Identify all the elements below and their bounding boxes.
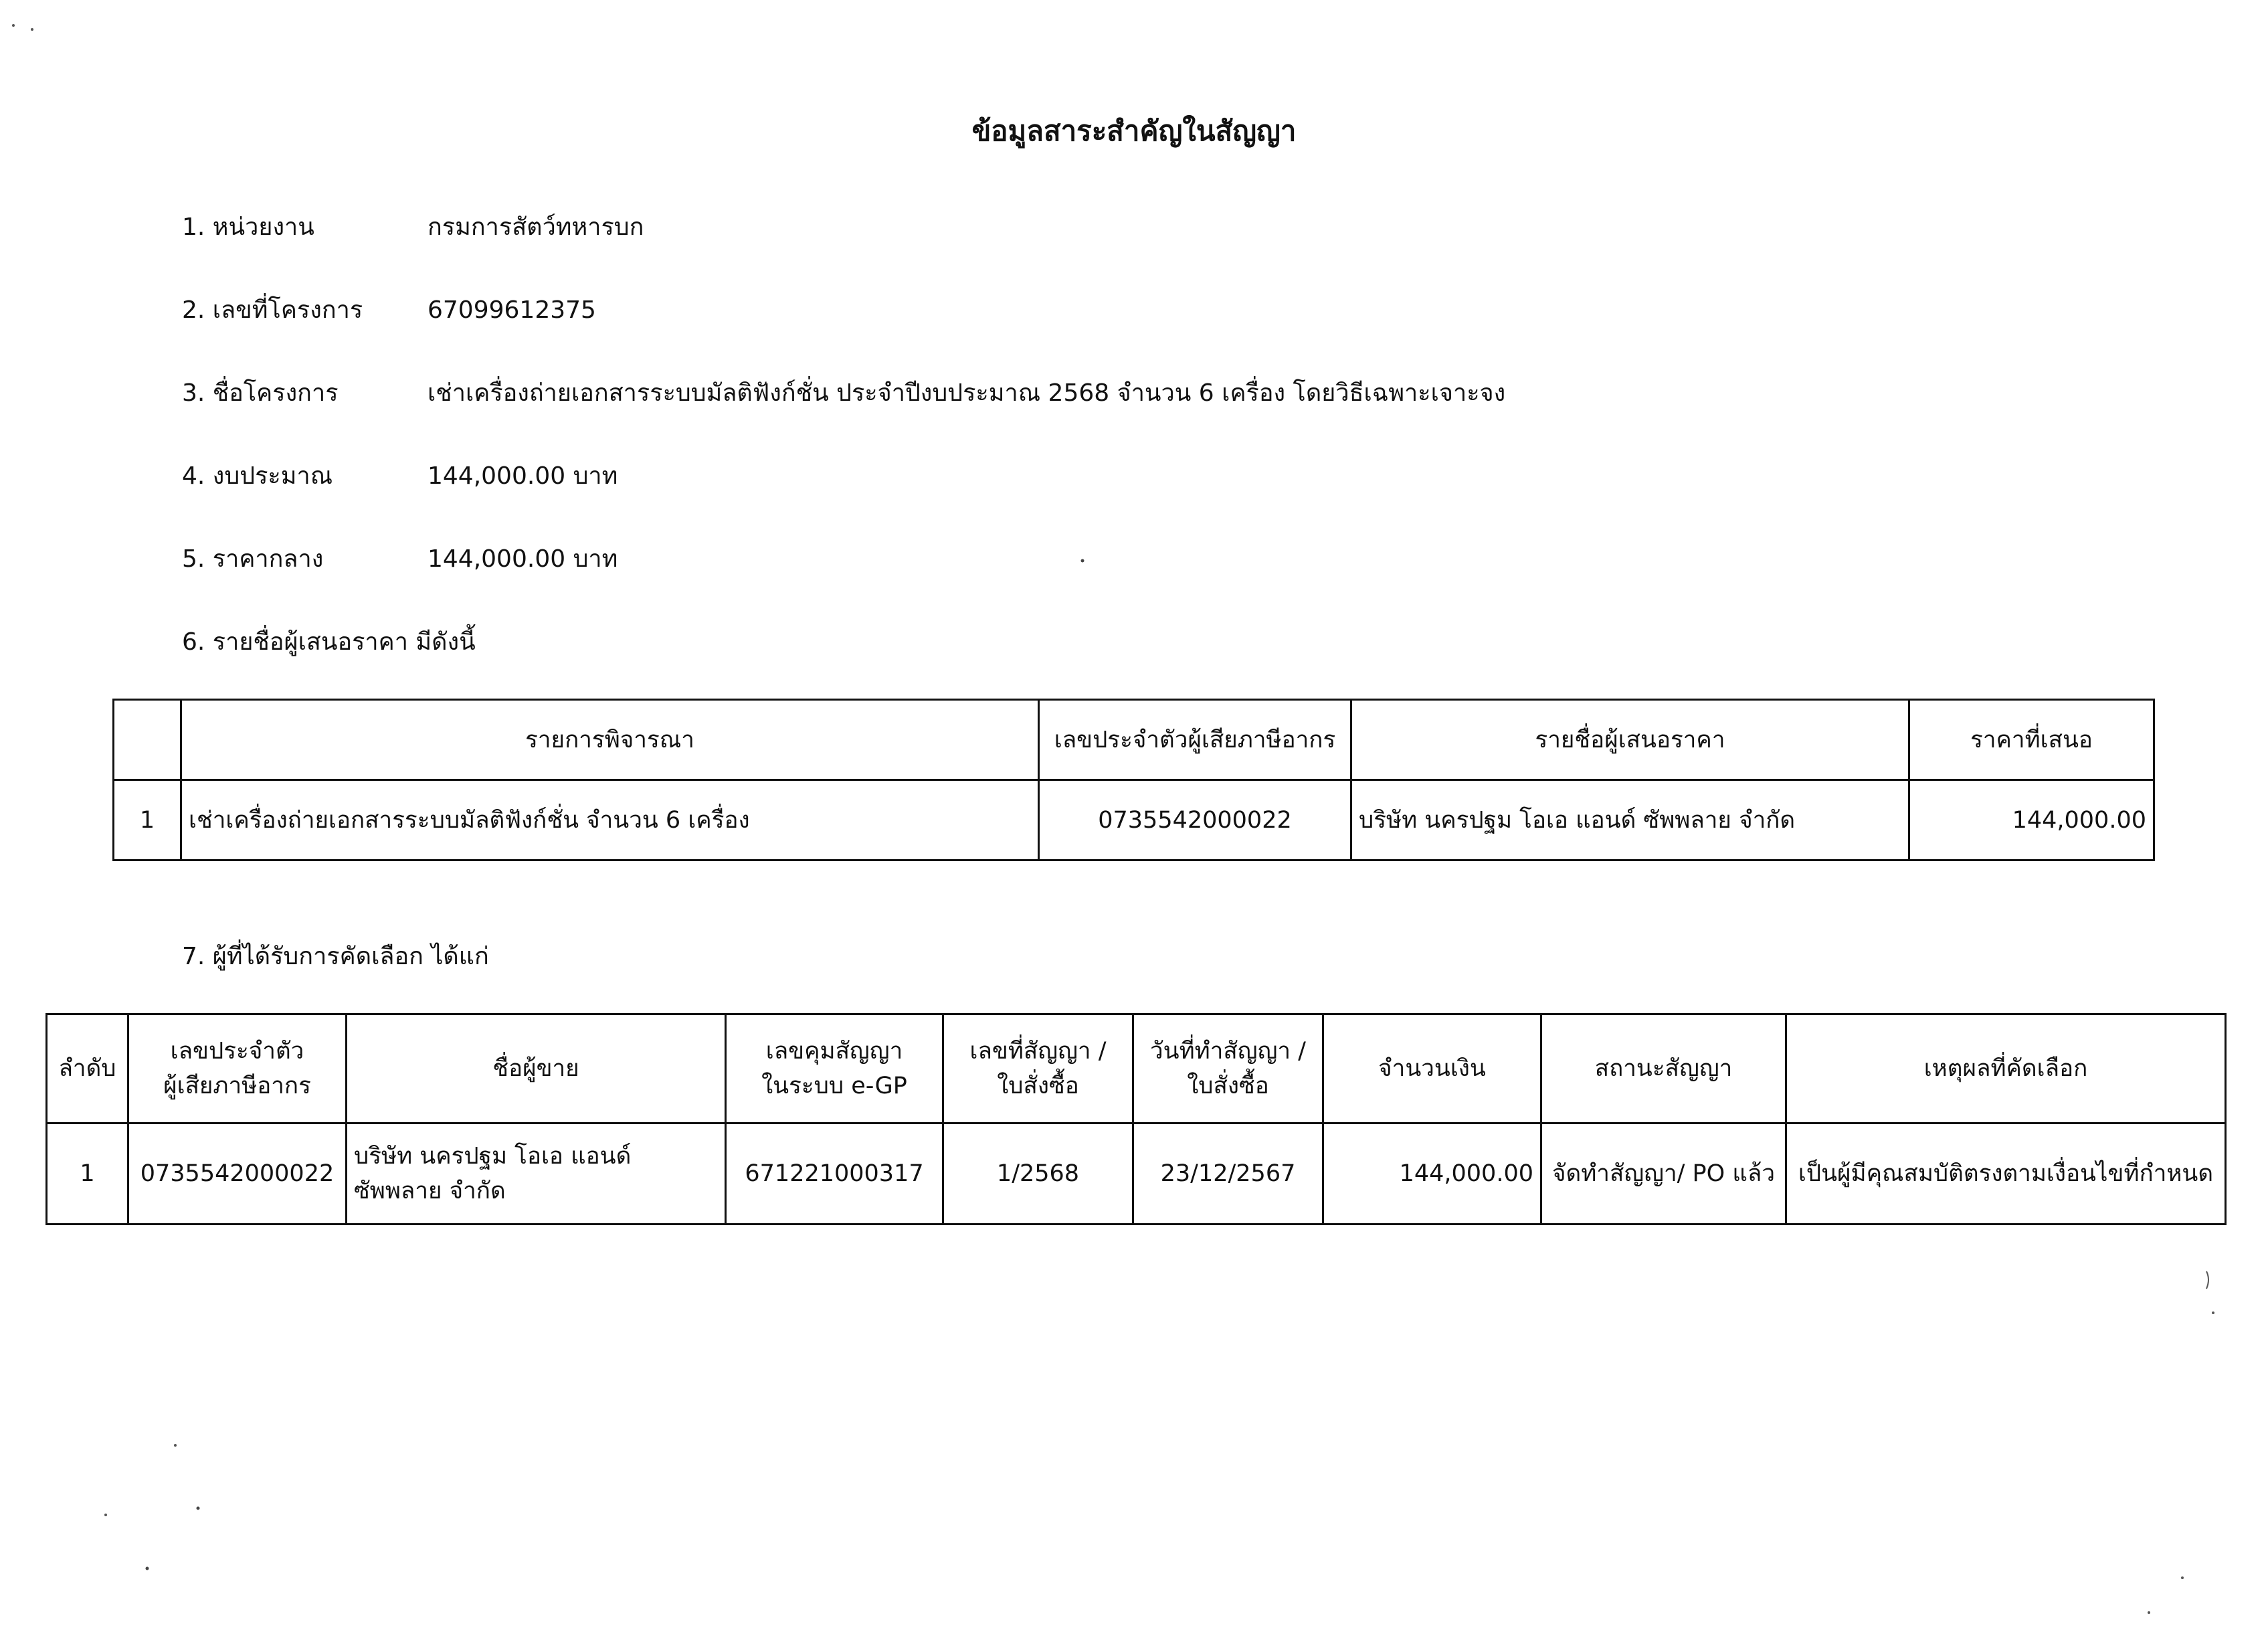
winners-col-status: สถานะสัญญา xyxy=(1541,1014,1786,1123)
winners-col-seller: ชื่อผู้ขาย xyxy=(347,1014,726,1123)
winners-cell-seller-line2: ซัพพลาย จำกัด xyxy=(354,1178,506,1204)
winners-cell-amount: 144,000.00 xyxy=(1323,1123,1541,1225)
winners-header-row xyxy=(47,1014,2226,1123)
winners-col-tax-id xyxy=(128,1014,347,1123)
bidders-header-row xyxy=(114,700,2154,780)
winners-cell-order: 1 xyxy=(47,1123,128,1225)
winners-col-order: ลำดับ xyxy=(47,1014,128,1123)
winners-col-tax-id-line1: เลขประจำตัว xyxy=(170,1038,304,1065)
winners-col-control-no-line2: ในระบบ e-GP xyxy=(761,1073,907,1099)
bidders-col-number xyxy=(114,700,181,780)
field-budget-label: 4. งบประมาณ xyxy=(182,462,333,490)
bidders-col-bidder: รายชื่อผู้เสนอราคา xyxy=(1351,700,1909,780)
table-row xyxy=(114,780,2154,860)
bidders-cell-price: 144,000.00 xyxy=(1909,780,2154,860)
winners-cell-control-no: 671221000317 xyxy=(726,1123,943,1225)
winners-cell-seller xyxy=(347,1123,726,1225)
bidders-cell-bidder: บริษัท นครปฐม โอเอ แอนด์ ซัพพลาย จำกัด xyxy=(1351,780,1909,860)
page-title: ข้อมูลสาระสำคัญในสัญญา xyxy=(971,114,1297,147)
winners-cell-reason: เป็นผู้มีคุณสมบัติตรงตามเงื่อนไขที่กำหนด xyxy=(1786,1123,2226,1225)
winners-col-contract-no xyxy=(943,1014,1133,1123)
field-project-number-label: 2. เลขที่โครงการ xyxy=(182,296,363,324)
field-budget-value: 144,000.00 บาท xyxy=(428,462,618,490)
bidders-cell-item: เช่าเครื่องถ่ายเอกสารระบบมัลติฟังก์ชั่น จำนวน 6 เครื่อง xyxy=(181,780,1039,860)
field-agency-label: 1. หน่วยงาน xyxy=(182,213,314,241)
bidders-cell-tax-id: 0735542000022 xyxy=(1039,780,1351,860)
table-row xyxy=(47,1123,2226,1225)
winners-cell-status: จัดทำสัญญา/ PO แล้ว xyxy=(1541,1123,1786,1225)
bidders-col-price: ราคาที่เสนอ xyxy=(1909,700,2154,780)
winners-table xyxy=(45,1013,2227,1225)
bidders-col-item: รายการพิจารณา xyxy=(181,700,1039,780)
bidders-col-tax-id: เลขประจำตัวผู้เสียภาษีอากร xyxy=(1039,700,1351,780)
field-project-name-value: เช่าเครื่องถ่ายเอกสารระบบมัลติฟังก์ชั่น ประจำปีงบประมาณ 2568 จำนวน 6 เครื่อง โดยวิธีเฉพาะเจาะจง xyxy=(428,379,1506,407)
field-agency-value: กรมการสัตว์ทหารบก xyxy=(428,213,644,241)
winners-col-date-line2: ใบสั่งซื้อ xyxy=(1187,1073,1269,1099)
winners-cell-seller-line1: บริษัท นครปฐม โอเอ แอนด์ xyxy=(354,1143,632,1170)
winners-cell-contract-no: 1/2568 xyxy=(943,1123,1133,1225)
winners-col-control-no-line1: เลขคุมสัญญา xyxy=(765,1038,903,1065)
winners-col-contract-no-line1: เลขที่สัญญา / xyxy=(969,1038,1107,1065)
bidders-table xyxy=(112,699,2155,861)
winners-col-date-line1: วันที่ทำสัญญา / xyxy=(1150,1038,1306,1065)
winners-col-tax-id-line2: ผู้เสียภาษีอากร xyxy=(163,1073,311,1099)
winners-col-contract-no-line2: ใบสั่งซื้อ xyxy=(997,1073,1079,1099)
field-project-number-value: 67099612375 xyxy=(428,296,596,324)
winners-col-amount: จำนวนเงิน xyxy=(1323,1014,1541,1123)
field-median-price-value: 144,000.00 บาท xyxy=(428,545,618,573)
winners-col-control-no xyxy=(726,1014,943,1123)
winners-cell-tax-id: 0735542000022 xyxy=(128,1123,347,1225)
winners-col-reason: เหตุผลที่คัดเลือก xyxy=(1786,1014,2226,1123)
winners-cell-date: 23/12/2567 xyxy=(1133,1123,1323,1225)
bidders-heading: 6. รายชื่อผู้เสนอราคา มีดังนี้ xyxy=(182,628,476,656)
bidders-cell-number: 1 xyxy=(114,780,181,860)
winners-heading: 7. ผู้ที่ได้รับการคัดเลือก ได้แก่ xyxy=(182,943,489,970)
field-median-price-label: 5. ราคากลาง xyxy=(182,545,324,573)
field-project-name-label: 3. ชื่อโครงการ xyxy=(182,379,339,407)
winners-col-date xyxy=(1133,1014,1323,1123)
